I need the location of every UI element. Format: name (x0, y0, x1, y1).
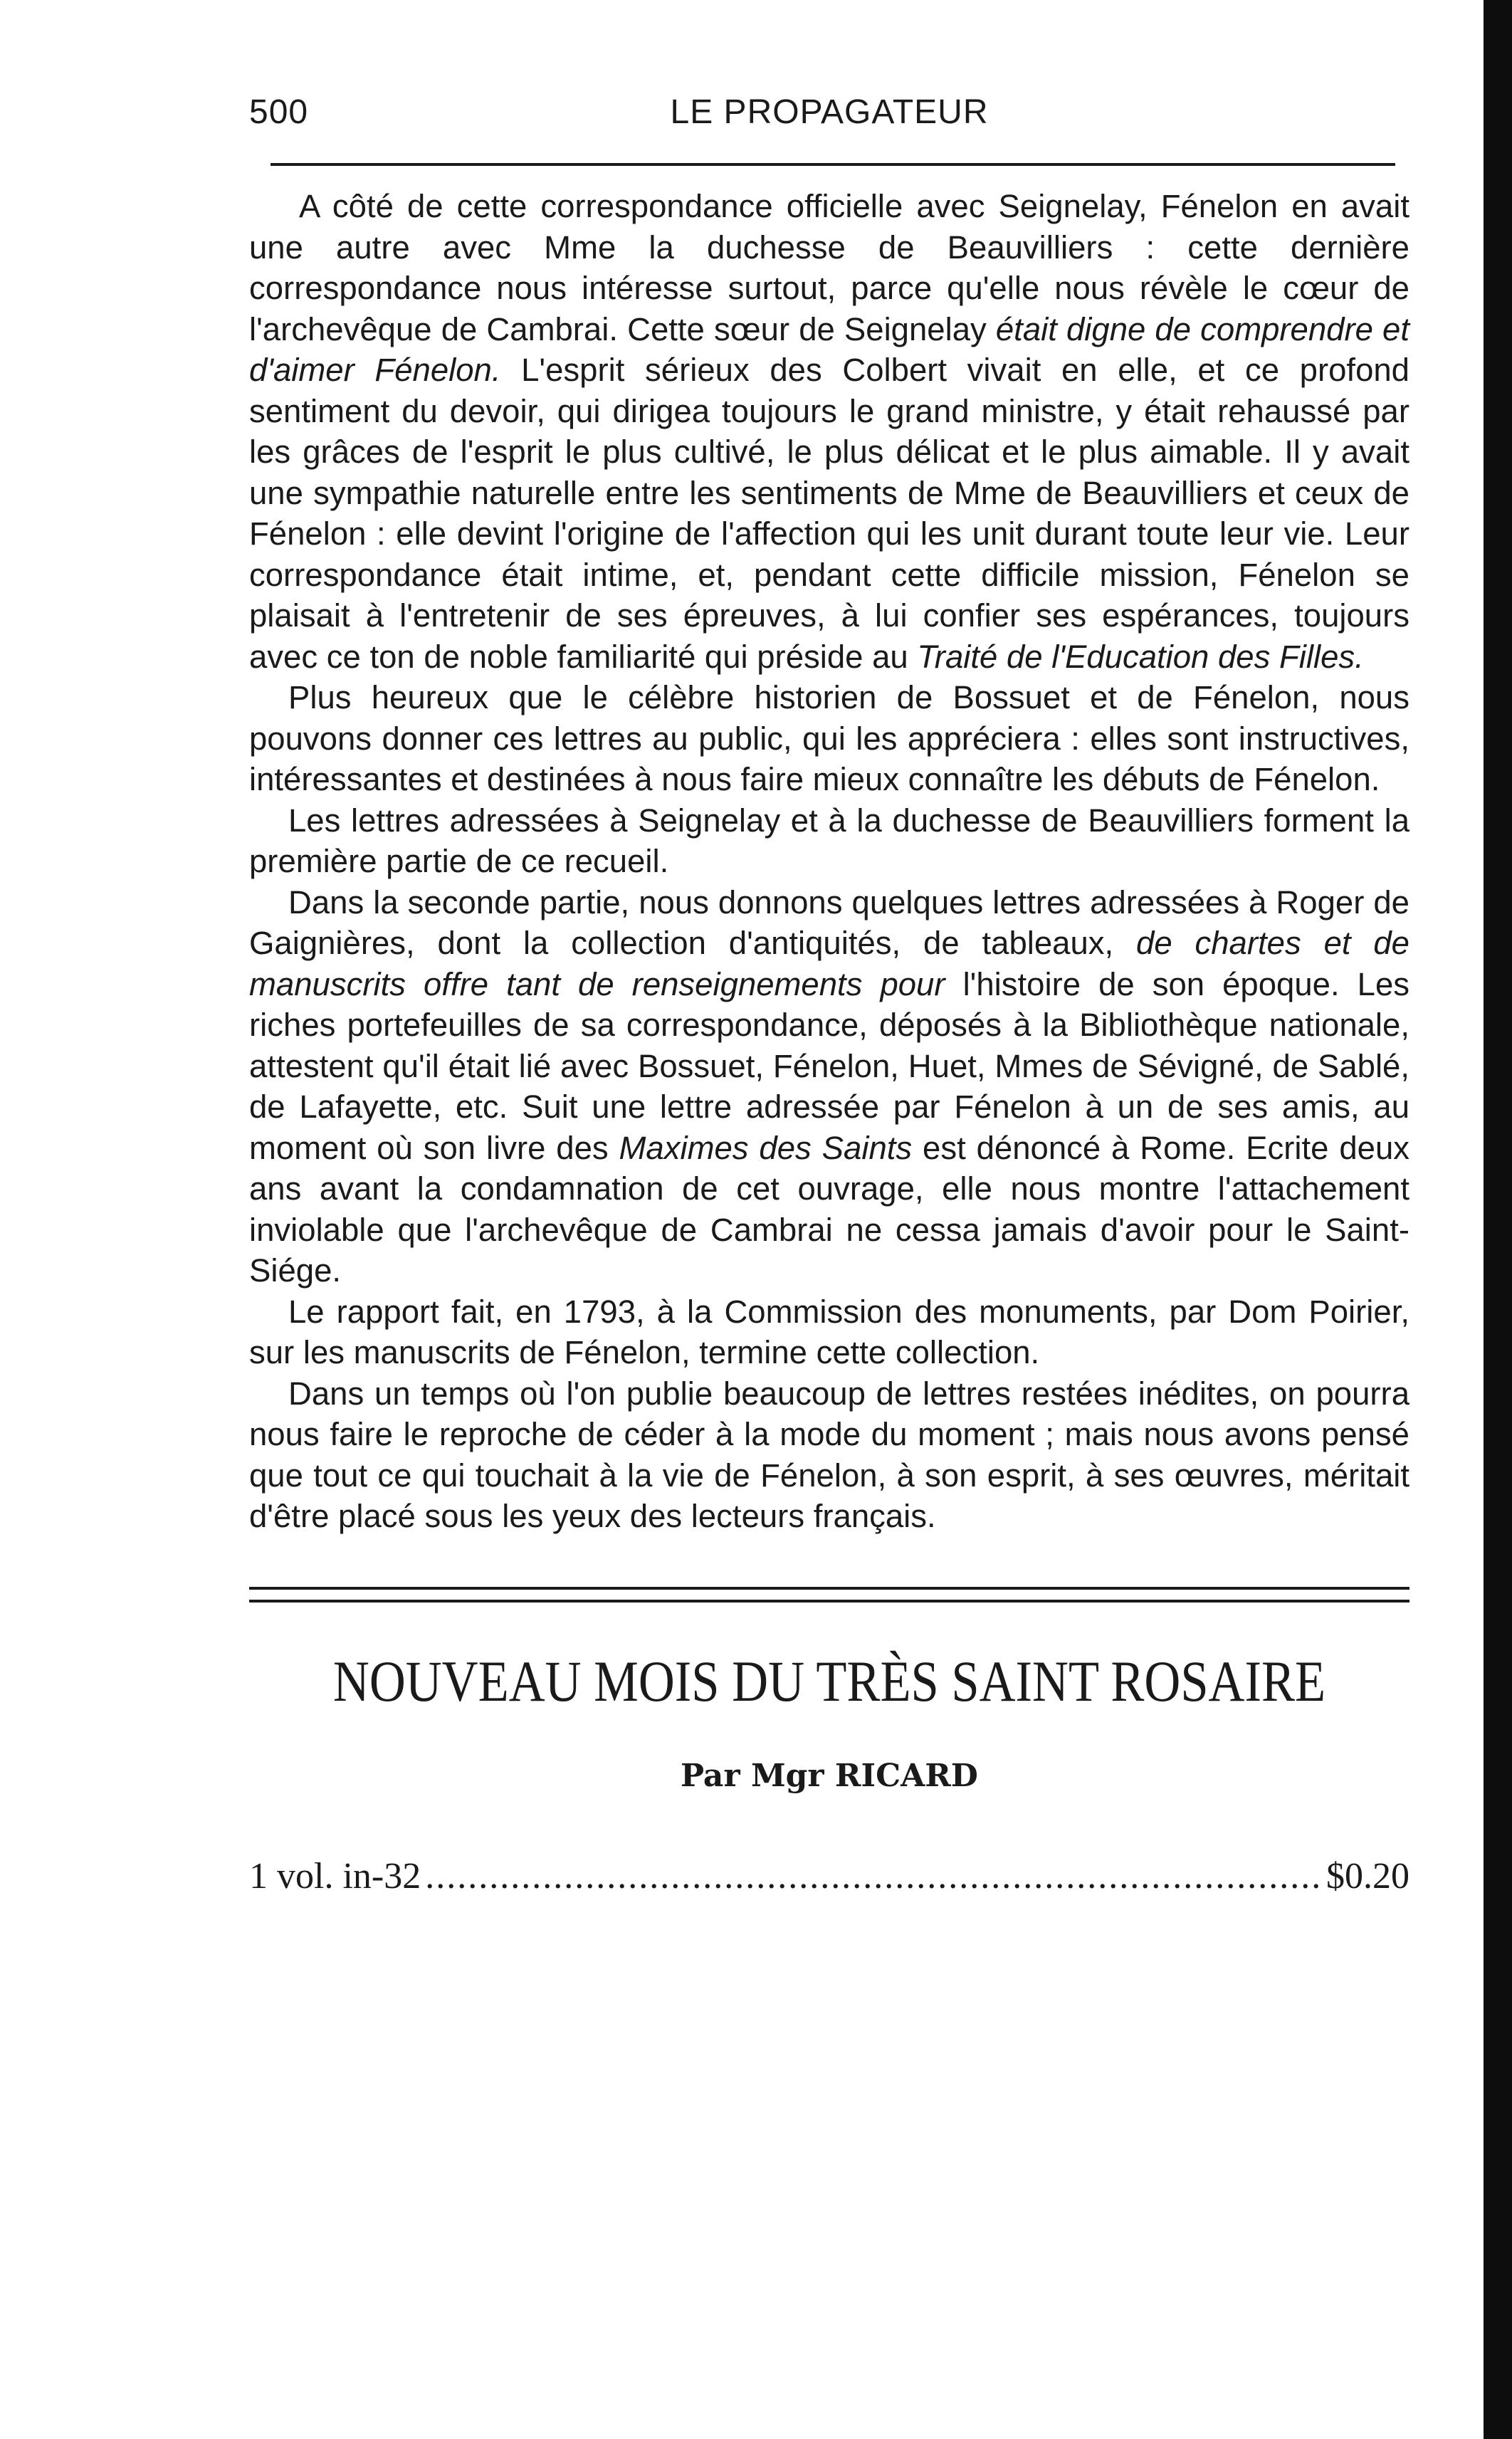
paragraph-4 (249, 882, 1409, 1291)
paragraph-1-text-b: L'esprit sérieux des Colbert vivait en elle, et ce profond sentiment du devoir, qui dirigea toujours le grand ministre, y était rehaussé par les grâces de l'esprit le plus cultivé, le plus délicat et le plus aimable. Il y avait une sympathie naturelle entre les sentiments de Mme de Beauvilliers et ceux de Fénelon : elle devint l'origine de l'affection qui les unit durant toute leur vie. Leur correspondance était intime, et, pendant cette difficile mission, Fénelon se plaisait à l'entretenir de ses épreuves, à lui confier ses espérances, toujours avec ce ton de noble familiarité qui préside au (249, 352, 1409, 675)
paragraph-4-text-a: Dans la seconde partie, nous donnons quelques lettres adressées à Roger de Gaignières, dont la collection d'antiquités, de tableaux, (249, 883, 1409, 961)
page-header (249, 93, 1409, 132)
paragraph-1-italic-a: était digne de comprendre et d'aimer Fénelon. (249, 310, 1409, 388)
book-title-maximes: Maximes des Saints (619, 1129, 913, 1166)
volume-format: 1 vol. in-32 (249, 1855, 421, 1897)
paragraph-5: Le rapport fait, en 1793, à la Commission des monuments, par Dom Poirier, sur les manuscrits de Fénelon, termine cette collection. (249, 1293, 1409, 1370)
advertisement-author: Par Mgr RICARD (681, 1757, 978, 1794)
paragraph-4-text-b: l'histoire de son époque. Les riches portefeuilles de sa correspondance, déposés à la Bibliothèque nationale, attestent qu'il était lié avec Bossuet, Fénelon, Huet, Mmes de Sévigné, de Sablé, de Lafayette, etc. Suit une lettre adressée par Fénelon à un de ses amis, au moment où son livre des (249, 965, 1409, 1166)
price: $0.20 (1326, 1855, 1409, 1897)
page-number: 500 (249, 93, 309, 131)
advertisement-title: NOUVEAU MOIS DU TRÈS SAINT ROSAIRE (332, 1648, 1326, 1714)
paragraph-3: Les lettres adressées à Seignelay et à la duchesse de Beauvilliers forment la première partie de ce recueil. (249, 802, 1409, 879)
page-edge-shadow (1484, 0, 1512, 2439)
paragraph-1-text-a: A côté de cette correspondance officielle avec Seignelay, Fénelon en avait une autre avec Mme la duchesse de Beauvilliers : cette dernière correspondance nous intéresse surtout, parce qu'elle nous révèle le cœur de l'archevêque de Cambrai. Cette sœur de Seignelay (249, 188, 1409, 347)
paragraph-4-italic-a: de chartes et de manuscrits offre tant de renseignements pour (249, 925, 1409, 1002)
price-line (249, 1855, 1409, 1897)
book-title-traite: Traité de l'Education des Filles. (917, 638, 1364, 675)
paragraph-1 (249, 186, 1409, 677)
paragraph-2: Plus heureux que le célèbre historien de Bossuet et de Fénelon, nous pouvons donner ces lettres au public, qui les appréciera : elles sont instructives, intéressantes et destinées à nous faire mieux connaître les débuts de Fénelon. (249, 679, 1409, 797)
paragraph-6: Dans un temps où l'on publie beaucoup de lettres restées inédites, on pourra nous faire le reproche de céder à la mode du moment ; mais nous avons pensé que tout ce qui touchait à la vie de Fénelon, à son esprit, à ses œuvres, méritait d'être placé sous les yeux des lecteurs français. (249, 1375, 1409, 1534)
article-body (249, 186, 1409, 1537)
paragraph-4-text-c: est dénoncé à Rome. Ecrite deux ans avant la condamnation de cet ouvrage, elle nous montre l'attachement inviolable que l'archevêque de Cambrai ne cessa jamais d'avoir pour le Saint-Siége. (249, 1129, 1409, 1289)
header-rule (271, 163, 1395, 166)
dot-leader (425, 1855, 1322, 1897)
page (249, 93, 1409, 1897)
section-divider (249, 1587, 1409, 1603)
running-title: LE PROPAGATEUR (670, 93, 989, 131)
